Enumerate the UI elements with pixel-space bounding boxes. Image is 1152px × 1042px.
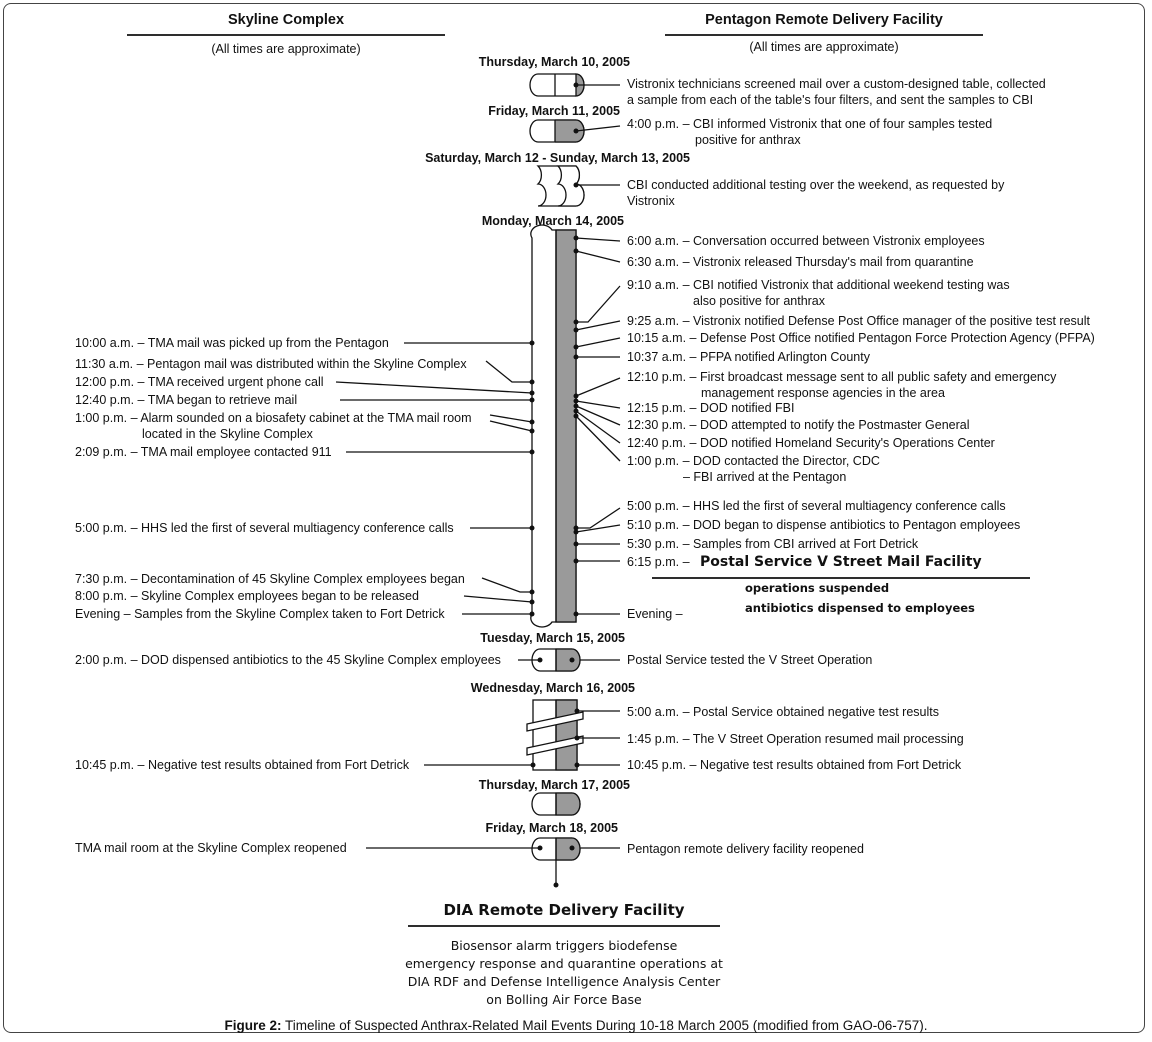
left-event: Evening – Samples from the Skyline Complex taken to Fort Detrick — [75, 607, 445, 621]
left-event: 8:00 p.m. – Skyline Complex employees began to be released — [75, 589, 419, 603]
dia-line: emergency response and quarantine operations at — [405, 956, 723, 971]
right-event: 5:30 p.m. – Samples from CBI arrived at Fort Detrick — [627, 537, 919, 551]
right-event: – FBI arrived at the Pentagon — [683, 470, 847, 484]
right-event: 1:00 p.m. – DOD contacted the Director, CDC — [627, 454, 880, 468]
left-event: 12:00 p.m. – TMA received urgent phone call — [75, 375, 324, 389]
left-event: 1:00 p.m. – Alarm sounded on a biosafety cabinet at the TMA mail room — [75, 411, 472, 425]
right-event: 12:10 p.m. – First broadcast message sent to all public safety and emergency — [627, 370, 1057, 384]
dia-title: DIA Remote Delivery Facility — [443, 901, 685, 919]
left-event: 2:09 p.m. – TMA mail employee contacted 911 — [75, 445, 332, 459]
date-label: Friday, March 18, 2005 — [485, 821, 618, 835]
pentagon-note: (All times are approximate) — [749, 40, 899, 54]
right-event: 4:00 p.m. – CBI informed Vistronix that one of four samples tested — [627, 117, 993, 131]
right-event: 12:30 p.m. – DOD attempted to notify the Postmaster General — [627, 418, 970, 432]
capsule-thursday-17 — [532, 793, 580, 815]
figure-caption — [100, 1018, 1052, 1033]
right-event: 5:00 p.m. – HHS led the first of several multiagency conference calls — [627, 499, 1006, 513]
dia-line: Biosensor alarm triggers biodefense — [450, 938, 678, 953]
caption-label: Figure 2: — [224, 1018, 282, 1033]
skyline-title: Skyline Complex — [227, 12, 345, 28]
right-event: 12:40 p.m. – DOD notified Homeland Security's Operations Center — [627, 436, 995, 450]
right-event: 5:00 a.m. – Postal Service obtained negative test results — [627, 705, 939, 719]
left-event: TMA mail room at the Skyline Complex reopened — [75, 841, 347, 855]
left-event: 12:40 p.m. – TMA began to retrieve mail — [75, 393, 298, 407]
date-label: Tuesday, March 15, 2005 — [480, 631, 625, 645]
right-event: 10:15 a.m. – Defense Post Office notified Pentagon Force Protection Agency (PFPA) — [627, 331, 1095, 345]
right-event: Vistronix technicians screened mail over a custom-designed table, collected — [627, 77, 1046, 91]
date-label: Thursday, March 17, 2005 — [478, 778, 630, 792]
right-event: 9:10 a.m. – CBI notified Vistronix that additional weekend testing was — [627, 278, 1010, 292]
right-event: 12:15 p.m. – DOD notified FBI — [627, 401, 795, 415]
caption-text: Timeline of Suspected Anthrax-Related Mail Events During 10-18 March 2005 (modified from GAO-06-757). — [281, 1018, 928, 1033]
left-event: 5:00 p.m. – HHS led the first of several multiagency conference calls — [75, 521, 454, 535]
right-event: 10:37 a.m. – PFPA notified Arlington County — [627, 350, 870, 364]
postal-line: operations suspended — [745, 581, 890, 595]
date-label: Thursday, March 10, 2005 — [478, 55, 630, 69]
right-event: Vistronix — [627, 194, 675, 208]
left-event: 10:45 p.m. – Negative test results obtained from Fort Detrick — [75, 758, 410, 772]
right-event: also positive for anthrax — [693, 294, 826, 308]
pentagon-title: Pentagon Remote Delivery Facility — [705, 12, 943, 28]
right-event: 5:10 p.m. – DOD began to dispense antibiotics to Pentagon employees — [627, 518, 1021, 532]
bar-monday — [531, 225, 576, 627]
left-event: 2:00 p.m. – DOD dispensed antibiotics to the 45 Skyline Complex employees — [75, 653, 501, 667]
right-event: 9:25 a.m. – Vistronix notified Defense Post Office manager of the positive test result — [627, 314, 1090, 328]
right-event: positive for anthrax — [695, 133, 801, 147]
right-event: 6:15 p.m. – — [627, 555, 690, 569]
left-event: 11:30 a.m. – Pentagon mail was distributed within the Skyline Complex — [75, 357, 467, 371]
right-event: 10:45 p.m. – Negative test results obtained from Fort Detrick — [627, 758, 962, 772]
right-event: 6:30 a.m. – Vistronix released Thursday's mail from quarantine — [627, 255, 974, 269]
postal-title: Postal Service V Street Mail Facility — [700, 554, 982, 570]
right-event: CBI conducted additional testing over the weekend, as requested by — [627, 178, 1005, 192]
right-event: Postal Service tested the V Street Operation — [627, 653, 873, 667]
right-event: 1:45 p.m. – The V Street Operation resumed mail processing — [627, 732, 964, 746]
date-label: Monday, March 14, 2005 — [481, 214, 624, 228]
left-event: 7:30 p.m. – Decontamination of 45 Skyline Complex employees began — [75, 572, 465, 586]
right-event: management response agencies in the area — [701, 386, 945, 400]
date-label: Saturday, March 12 - Sunday, March 13, 2005 — [425, 151, 690, 165]
capsule-friday-18 — [532, 838, 580, 885]
left-event: 10:00 a.m. – TMA mail was picked up from the Pentagon — [75, 336, 389, 350]
right-event: Evening – — [627, 607, 683, 621]
dia-line: DIA RDF and Defense Intelligence Analysis Center — [407, 974, 721, 989]
skyline-note: (All times are approximate) — [211, 42, 361, 56]
right-event: a sample from each of the table's four filters, and sent the samples to CBI — [627, 93, 1034, 107]
right-event: 6:00 a.m. – Conversation occurred between Vistronix employees — [627, 234, 985, 248]
dia-line: on Bolling Air Force Base — [486, 992, 642, 1007]
date-label: Wednesday, March 16, 2005 — [470, 681, 635, 695]
date-label: Friday, March 11, 2005 — [488, 104, 620, 118]
right-event: Pentagon remote delivery facility reopened — [627, 842, 864, 856]
postal-line: antibiotics dispensed to employees — [745, 601, 975, 615]
left-event: located in the Skyline Complex — [142, 427, 313, 441]
